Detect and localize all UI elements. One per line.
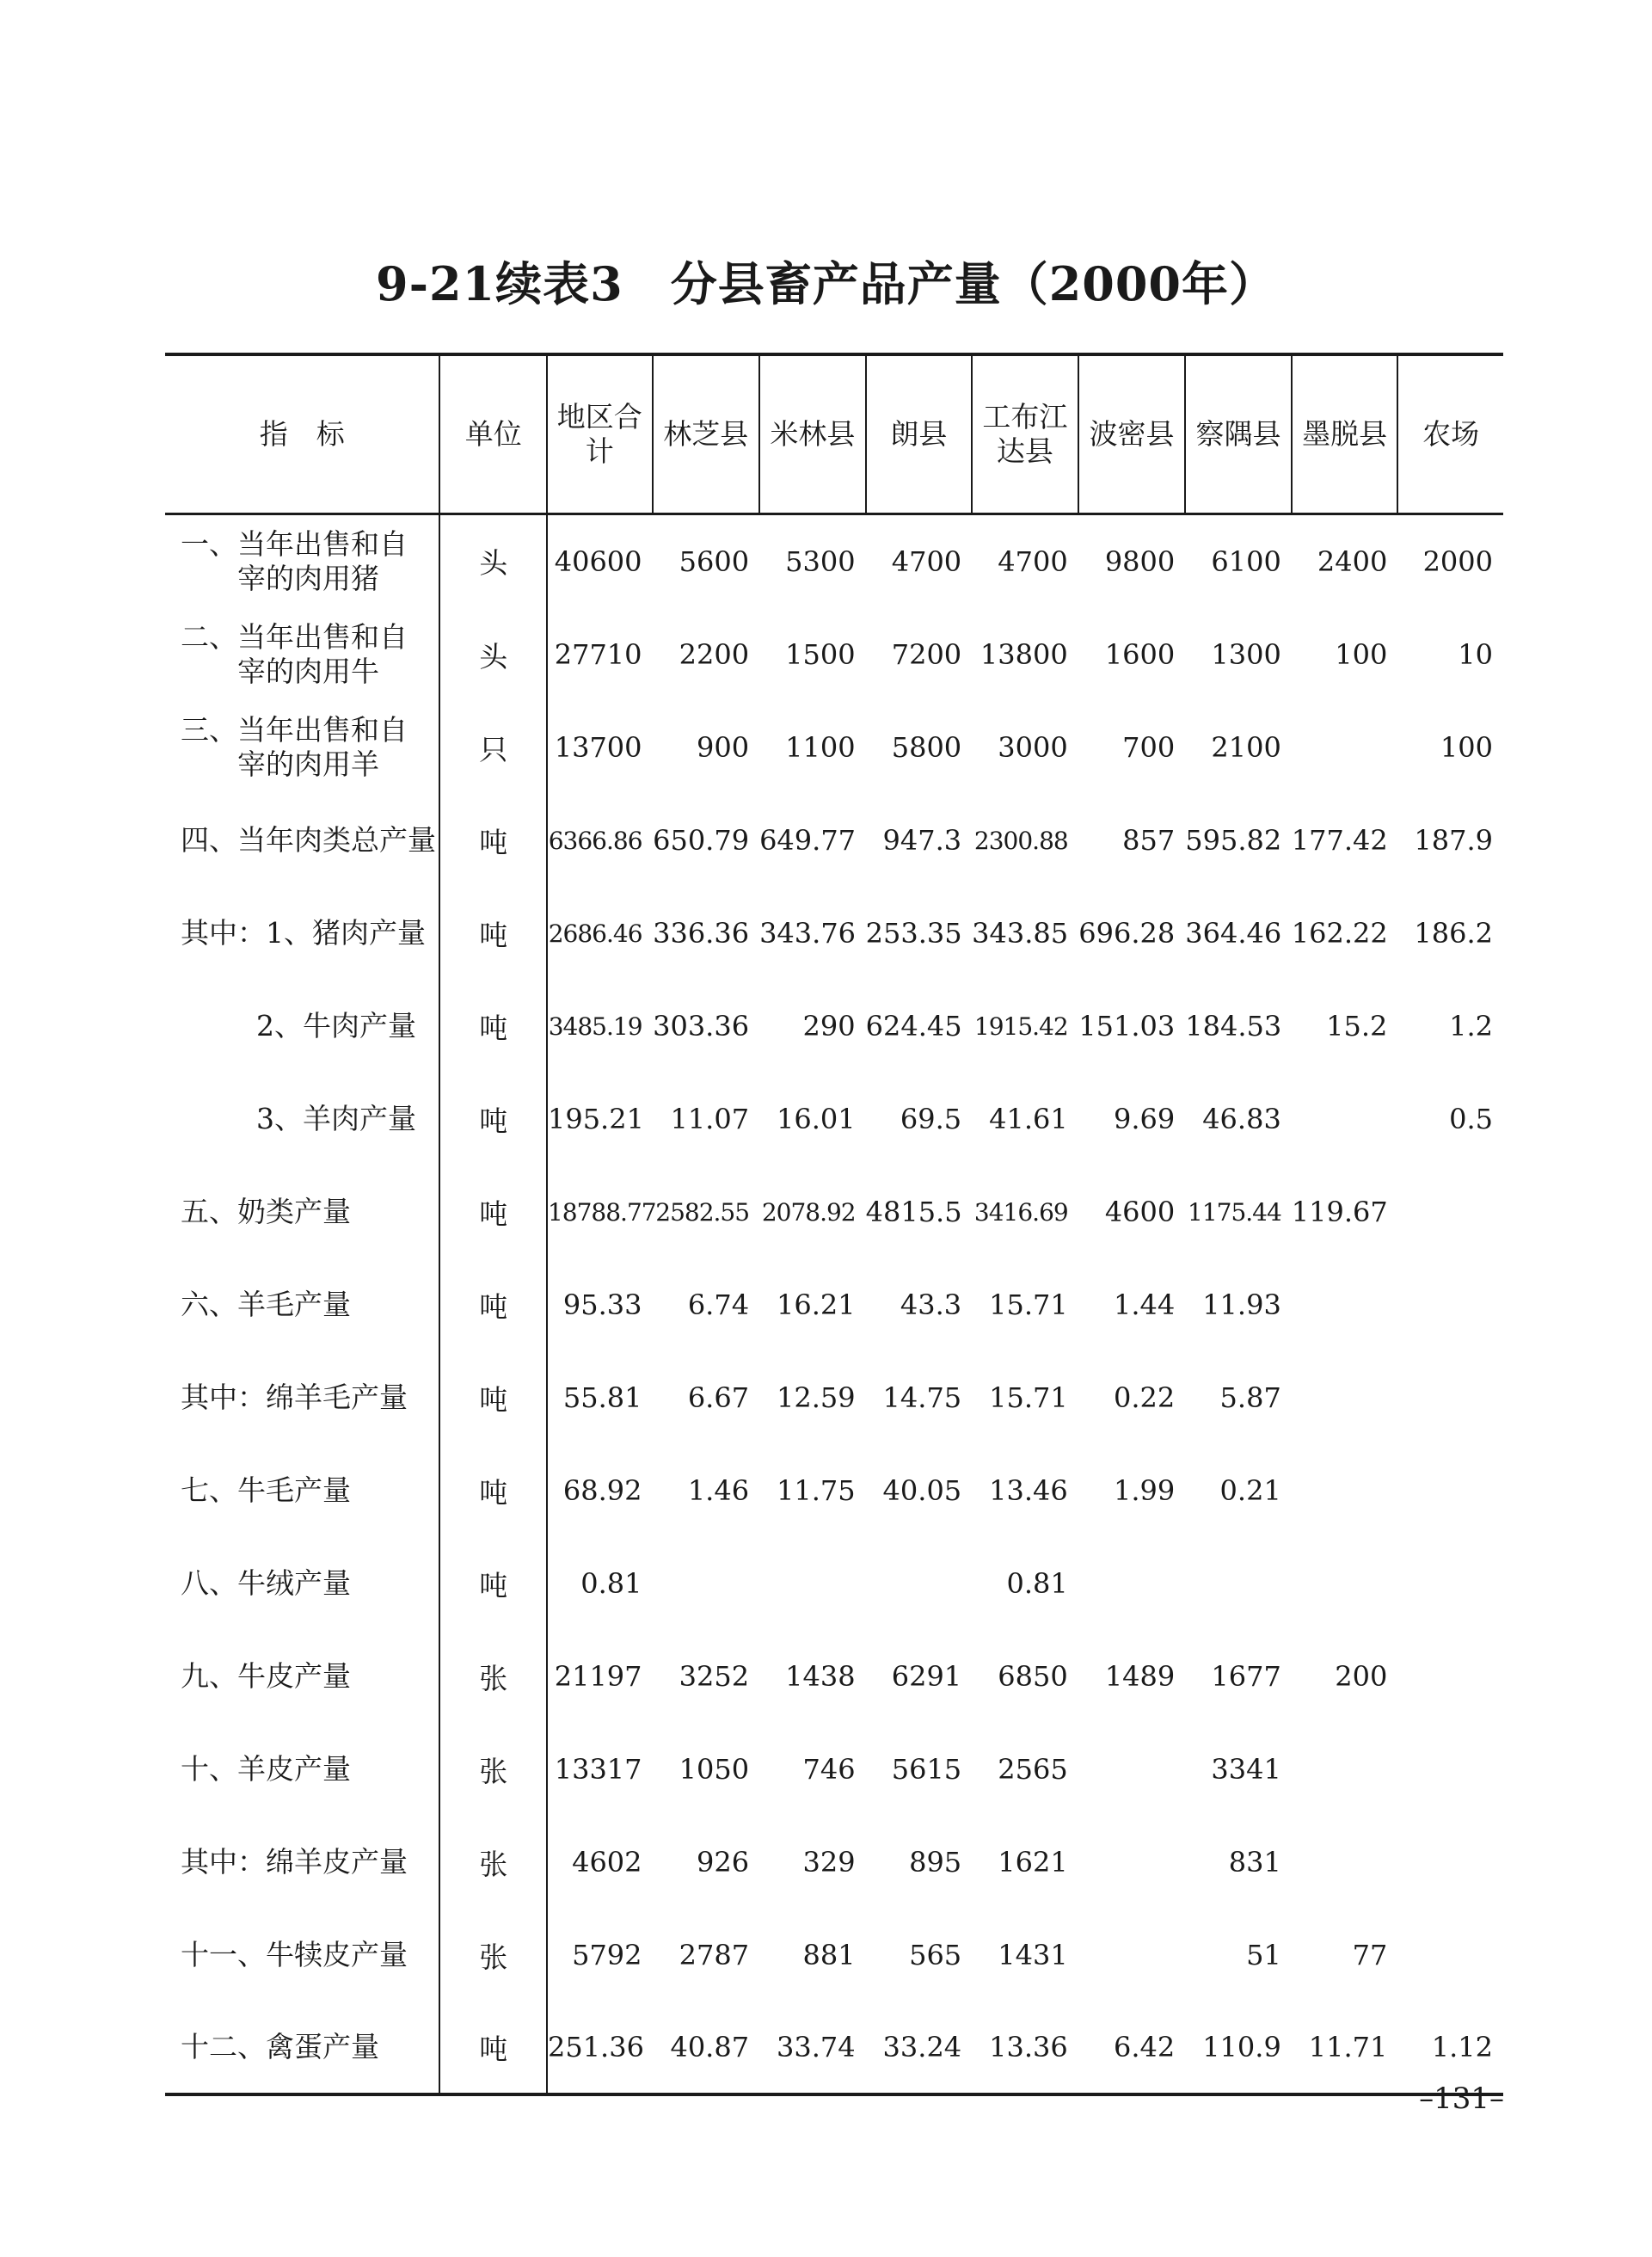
header-total: 地区合计 [547,354,653,514]
value-cell: 2582.55 [655,1197,750,1227]
value-cell: 15.71 [989,1381,1068,1414]
value-cell: 14.75 [882,1381,962,1414]
value-cell [1078,1537,1186,1630]
header-col-5: 波密县 [1078,354,1186,514]
header-indicator: 指 标 [165,354,439,514]
value-cell: 40.87 [653,2002,760,2094]
indicator-cell [165,2002,439,2094]
value-cell: 9800 [1104,544,1176,578]
value-cell: 13317 [554,1753,642,1786]
value-cell [1397,1444,1503,1537]
value-cell: 177.42 [1291,824,1388,857]
value-cell: 900 [696,731,750,764]
value-cell: 77 [1352,1939,1388,1971]
indicator-label-cont: 宰的肉用猪 [237,561,379,595]
value-cell: 1050 [679,1753,750,1786]
unit-cell: 张 [439,1630,547,1723]
value-cell: 100 [1335,638,1388,671]
value-cell: 15.71 [989,1288,1068,1321]
value-cell: 2100 [1211,731,1281,764]
value-cell: 10 [1458,638,1493,671]
unit-cell: 头 [439,514,547,608]
indicator-label: 其中：绵羊毛产量 [181,1381,408,1414]
value-cell: 9.69 [1114,1103,1176,1135]
indicator-cell [165,701,439,794]
table-row [165,608,1503,701]
indicator-label-cont: 宰的肉用牛 [237,655,379,688]
value-cell: 184.53 [1185,1010,1282,1042]
unit-cell: 吨 [439,1351,547,1444]
value-cell [1292,1723,1398,1816]
value-cell: 12.59 [777,1381,856,1414]
value-cell: 13800 [980,638,1068,671]
value-cell: 40600 [554,544,642,578]
unit-cell: 吨 [439,794,547,887]
value-cell [1292,1351,1398,1444]
value-cell: 6850 [998,1660,1068,1693]
value-cell: 4815.5 [865,1196,962,1228]
indicator-cell [165,514,439,608]
table-row [165,1723,1503,1816]
header-col-2: 米林县 [759,354,866,514]
value-cell: 624.45 [865,1010,962,1042]
header-unit: 单位 [439,354,547,514]
value-cell: 947.3 [882,824,962,857]
indicator-label: 其中：1、猪肉产量 [181,916,426,950]
unit-cell: 吨 [439,1258,547,1351]
value-cell [1292,1073,1398,1165]
indicator-cell [165,1537,439,1630]
value-cell: 3341 [1211,1753,1281,1786]
value-cell: 2078.92 [761,1197,856,1227]
value-cell: 1431 [998,1939,1068,1971]
value-cell: 4600 [1104,1196,1176,1228]
table-row [165,514,1503,608]
indicator-cell [165,980,439,1073]
table-row [165,1351,1503,1444]
value-cell: 11.71 [1292,2002,1398,2094]
unit-cell: 吨 [439,1537,547,1630]
value-cell: 41.61 [989,1103,1068,1135]
value-cell: 696.28 [1078,917,1176,950]
value-cell: 1300 [1211,638,1281,671]
value-cell: 650.79 [653,824,750,857]
table-row [165,1444,1503,1537]
indicator-label: 三、当年出售和自 [181,713,408,747]
unit-cell: 吨 [439,1073,547,1165]
indicator-cell [165,1444,439,1537]
value-cell: 4700 [891,544,962,578]
value-cell: 7200 [891,638,962,671]
indicator-label: 五、奶类产量 [181,1195,351,1228]
indicator-label: 十、羊皮产量 [181,1752,351,1786]
unit-cell: 吨 [439,980,547,1073]
indicator-cell [165,1073,439,1165]
value-cell: 18788.77 [547,1197,656,1227]
indicator-label: 十一、牛犊皮产量 [181,1938,408,1971]
page-title: 9-21续表3 分县畜产品产量（2000年） [376,256,1276,311]
table-row [165,701,1503,794]
unit-cell: 头 [439,608,547,701]
value-cell [1397,1816,1503,1909]
indicator-label: 九、牛皮产量 [181,1659,351,1693]
value-cell: 11.93 [1202,1288,1281,1321]
value-cell: 2686.46 [548,919,642,948]
value-cell: 3252 [679,1660,750,1693]
indicator-cell [165,794,439,887]
value-cell: 16.01 [777,1103,856,1135]
value-cell: 2200 [679,638,750,671]
value-cell: 290 [802,1010,856,1042]
value-cell: 5.87 [1219,1381,1281,1414]
indicator-label: 2、牛肉产量 [256,1009,416,1042]
unit-cell: 吨 [439,887,547,980]
value-cell: 1600 [1104,638,1176,671]
indicator-label: 四、当年肉类总产量 [181,823,436,857]
value-cell: 6.42 [1078,2002,1186,2094]
value-cell: 336.36 [653,917,750,950]
value-cell: 1915.42 [973,1012,1068,1041]
unit-cell: 吨 [439,1165,547,1258]
table-row [165,980,1503,1073]
unit-cell: 张 [439,1723,547,1816]
value-cell: 21197 [554,1660,642,1693]
value-cell: 3485.19 [548,1012,642,1041]
unit-cell: 吨 [439,1444,547,1537]
value-cell [1292,1258,1398,1351]
value-cell: 195.21 [547,1103,644,1135]
value-cell: 100 [1440,731,1493,764]
value-cell [1397,1537,1503,1630]
value-cell: 51 [1246,1939,1281,1971]
value-cell: 746 [802,1753,856,1786]
value-cell: 1677 [1211,1660,1281,1693]
value-cell: 565 [909,1939,962,1971]
indicator-label: 其中：绵羊皮产量 [181,1845,408,1879]
indicator-cell [165,1351,439,1444]
value-cell: 343.85 [972,917,1069,950]
value-cell: 1.2 [1449,1010,1493,1042]
value-cell [1397,1723,1503,1816]
header-col-8: 农场 [1397,354,1503,514]
value-cell: 1.99 [1114,1474,1176,1507]
value-cell: 200 [1335,1660,1388,1693]
value-cell: 5600 [679,544,750,578]
indicator-cell [165,1258,439,1351]
value-cell: 1489 [1104,1660,1176,1693]
value-cell [866,1537,973,1630]
indicator-cell [165,1630,439,1723]
indicator-cell [165,608,439,701]
value-cell: 119.67 [1291,1196,1388,1228]
value-cell: 253.35 [865,917,962,950]
value-cell [1078,1816,1186,1909]
unit-cell: 吨 [439,2002,547,2094]
value-cell: 700 [1122,731,1176,764]
value-cell: 6.67 [687,1381,750,1414]
value-cell [653,1537,760,1630]
indicator-label: 七、牛毛产量 [181,1473,351,1507]
indicator-label: 六、羊毛产量 [181,1288,351,1321]
value-cell: 46.83 [1202,1103,1281,1135]
value-cell: 187.9 [1414,824,1493,857]
value-cell [1292,701,1398,794]
value-cell [759,1537,866,1630]
indicator-cell [165,1165,439,1258]
table-header-row [165,354,1503,514]
value-cell: 5792 [572,1939,642,1971]
value-cell: 329 [802,1846,856,1879]
table-row [165,1909,1503,2002]
indicator-label: 八、牛绒产量 [181,1566,351,1600]
value-cell: 6366.86 [548,826,642,855]
value-cell [1397,1630,1503,1723]
value-cell: 6.74 [687,1288,750,1321]
header-col-1: 林芝县 [653,354,760,514]
value-cell: 595.82 [1185,824,1282,857]
value-cell: 40.05 [882,1474,962,1507]
value-cell: 303.36 [653,1010,750,1042]
value-cell [1078,1723,1186,1816]
value-cell: 55.81 [562,1381,642,1414]
indicator-cell [165,1723,439,1816]
table-row [165,1165,1503,1258]
indicator-cell [165,1816,439,1909]
value-cell [1185,1537,1292,1630]
indicator-cell [165,887,439,980]
value-cell: 0.81 [580,1567,642,1600]
value-cell [1397,1351,1503,1444]
value-cell [1397,1165,1503,1258]
header-col-7: 墨脱县 [1292,354,1398,514]
value-cell: 27710 [554,638,642,671]
value-cell: 2565 [998,1753,1068,1786]
value-cell [1292,1537,1398,1630]
value-cell: 186.2 [1414,917,1493,950]
value-cell: 881 [802,1939,856,1971]
value-cell: 33.74 [759,2002,866,2094]
value-cell: 649.77 [759,824,857,857]
indicator-label: 3、羊肉产量 [256,1102,416,1135]
value-cell: 6100 [1211,544,1281,578]
value-cell: 2400 [1317,544,1388,578]
value-cell: 4700 [998,544,1068,578]
value-cell: 1.12 [1397,2002,1503,2094]
value-cell: 13.46 [989,1474,1068,1507]
value-cell: 857 [1122,824,1176,857]
livestock-products-table [165,353,1503,2096]
indicator-label: 二、当年出售和自 [181,620,408,654]
indicator-label: 十二、禽蛋产量 [181,2030,379,2063]
table-row [165,2002,1503,2094]
value-cell: 33.24 [866,2002,973,2094]
value-cell: 43.3 [900,1288,962,1321]
value-cell: 16.21 [777,1288,856,1321]
value-cell: 0.21 [1219,1474,1281,1507]
value-cell: 251.36 [547,2002,653,2094]
value-cell [1078,1909,1186,2002]
value-cell: 13.36 [972,2002,1078,2094]
header-col-3: 朗县 [866,354,973,514]
value-cell: 895 [909,1846,962,1879]
value-cell: 1175.44 [1188,1197,1281,1227]
value-cell: 3416.69 [973,1197,1068,1227]
value-cell: 6291 [891,1660,962,1693]
value-cell: 1.46 [687,1474,750,1507]
table-row [165,1258,1503,1351]
table-row [165,1073,1503,1165]
value-cell: 1500 [785,638,856,671]
value-cell: 1100 [785,731,856,764]
value-cell: 926 [696,1846,750,1879]
value-cell: 1.44 [1114,1288,1176,1321]
value-cell: 69.5 [900,1103,962,1135]
value-cell [1397,1909,1503,2002]
value-cell: 68.92 [562,1474,642,1507]
value-cell: 1621 [998,1846,1068,1879]
table-row [165,1816,1503,1909]
value-cell: 2787 [679,1939,750,1971]
value-cell: 0.5 [1449,1103,1493,1135]
value-cell: 364.46 [1185,917,1282,950]
unit-cell: 张 [439,1816,547,1909]
value-cell: 13700 [554,731,642,764]
unit-cell: 张 [439,1909,547,2002]
table-row [165,1630,1503,1723]
unit-cell: 只 [439,701,547,794]
value-cell: 5615 [891,1753,962,1786]
value-cell: 11.75 [777,1474,856,1507]
value-cell: 2000 [1422,544,1493,578]
value-cell: 5800 [891,731,962,764]
indicator-cell [165,1909,439,2002]
value-cell [1292,1816,1398,1909]
value-cell: 162.22 [1291,917,1388,950]
table-row [165,1537,1503,1630]
value-cell [1397,1258,1503,1351]
table-row [165,794,1503,887]
value-cell: 110.9 [1185,2002,1292,2094]
value-cell: 151.03 [1078,1010,1176,1042]
table-body [165,514,1503,2094]
value-cell: 1438 [785,1660,856,1693]
value-cell: 5300 [785,544,856,578]
header-col-4: 工布江达县 [972,354,1078,514]
value-cell: 4602 [572,1846,642,1879]
value-cell: 11.07 [670,1103,750,1135]
table-row [165,887,1503,980]
header-col-6: 察隅县 [1185,354,1292,514]
value-cell [1292,1444,1398,1537]
value-cell: 0.22 [1114,1381,1176,1414]
value-cell: 2300.88 [973,826,1068,855]
value-cell: 15.2 [1326,1010,1388,1042]
value-cell: 3000 [998,731,1068,764]
value-cell: 831 [1228,1846,1281,1879]
value-cell: 0.81 [1006,1567,1068,1600]
value-cell: 343.76 [759,917,857,950]
page-number: –131– [1419,2082,1504,2116]
value-cell: 95.33 [562,1288,642,1321]
indicator-label: 一、当年出售和自 [181,526,408,561]
indicator-label-cont: 宰的肉用羊 [237,747,379,781]
